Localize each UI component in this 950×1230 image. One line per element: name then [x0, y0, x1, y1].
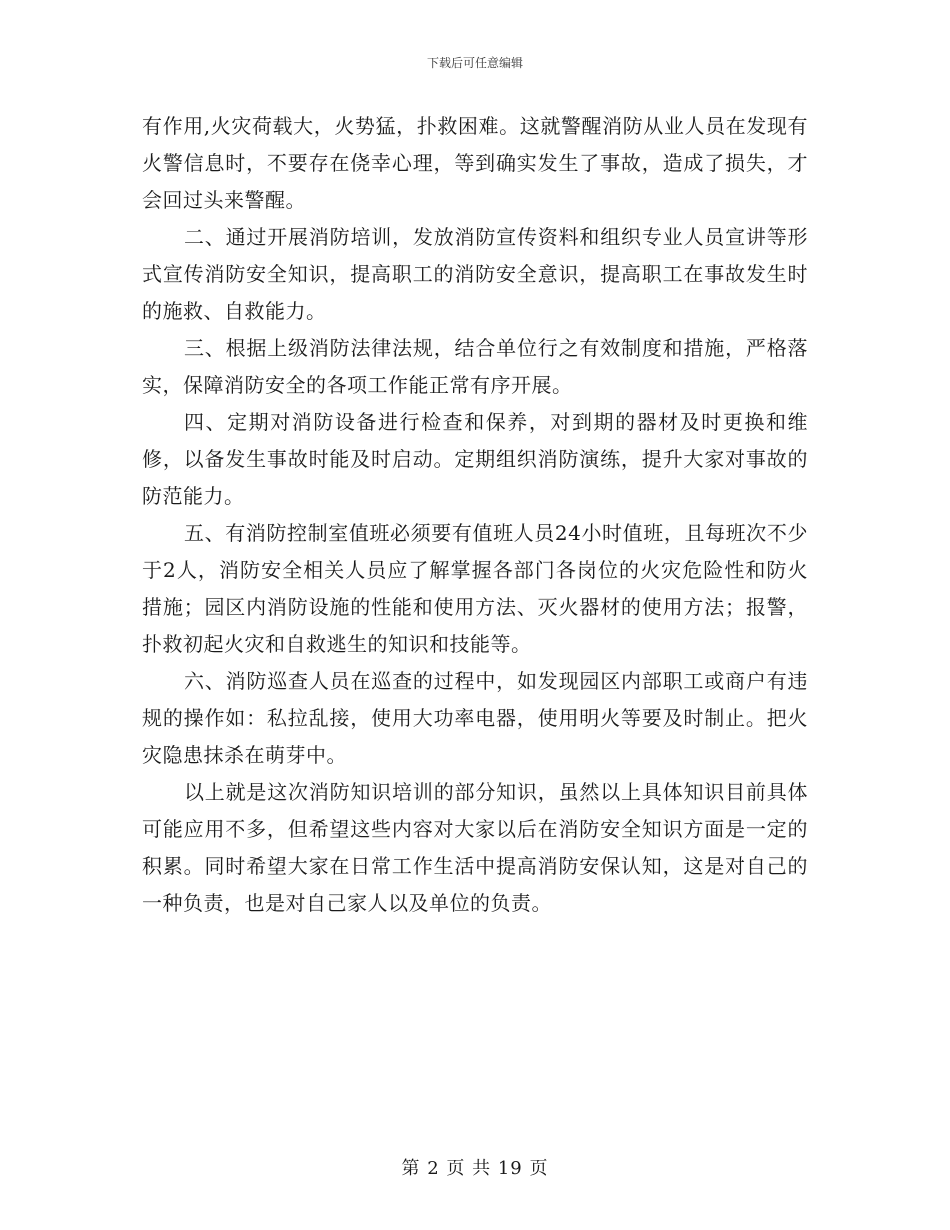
paragraph-item-2: 二、通过开展消防培训，发放消防宣传资料和组织专业人员宣讲等形式宣传消防安全知识，提高职工的消防安全意识，提高职工在事故发生时的施救、自救能力。 — [142, 225, 808, 323]
paragraph-conclusion: 以上就是这次消防知识培训的部分知识，虽然以上具体知识目前具体可能应用不多，但希望这些内容对大家以后在消防安全知识方面是一定的积累。同时希望大家在日常工作生活中提高消防安保认知，这是对自己的一种负责，也是对自己家人以及单位的负责。 — [142, 780, 808, 915]
paragraph-item-4: 四、定期对消防设备进行检查和保养，对到期的器材及时更换和维修，以备发生事故时能及时启动。定期组织消防演练，提升大家对事故的防范能力。 — [142, 410, 808, 508]
document-body — [142, 108, 808, 922]
paragraph-item-6: 六、消防巡查人员在巡查的过程中，如发现园区内部职工或商户有违规的操作如：私拉乱接，使用大功率电器，使用明火等要及时制止。把火灾隐患抹杀在萌芽中。 — [142, 669, 808, 767]
paragraph-continuation: 有作用,火灾荷载大，火势猛，扑救困难。这就警醒消防从业人员在发现有火警信息时，不要存在侥幸心理，等到确实发生了事故，造成了损失，才会回过头来警醒。 — [142, 114, 808, 212]
page-header-note: 下载后可任意编辑 — [426, 56, 523, 70]
paragraph-item-3: 三、根据上级消防法律法规，结合单位行之有效制度和措施，严格落实，保障消防安全的各项工作能正常有序开展。 — [142, 336, 808, 397]
page-number-footer: 第 2 页 共 19 页 — [401, 1158, 549, 1179]
paragraph-item-5: 五、有消防控制室值班必须要有值班人员24小时值班，且每班次不少于2人，消防安全相关人员应了解掌握各部门各岗位的火灾危险性和防火措施；园区内消防设施的性能和使用方法、灭火器材的使用方法；报警，扑救初起火灾和自救逃生的知识和技能等。 — [142, 521, 808, 656]
